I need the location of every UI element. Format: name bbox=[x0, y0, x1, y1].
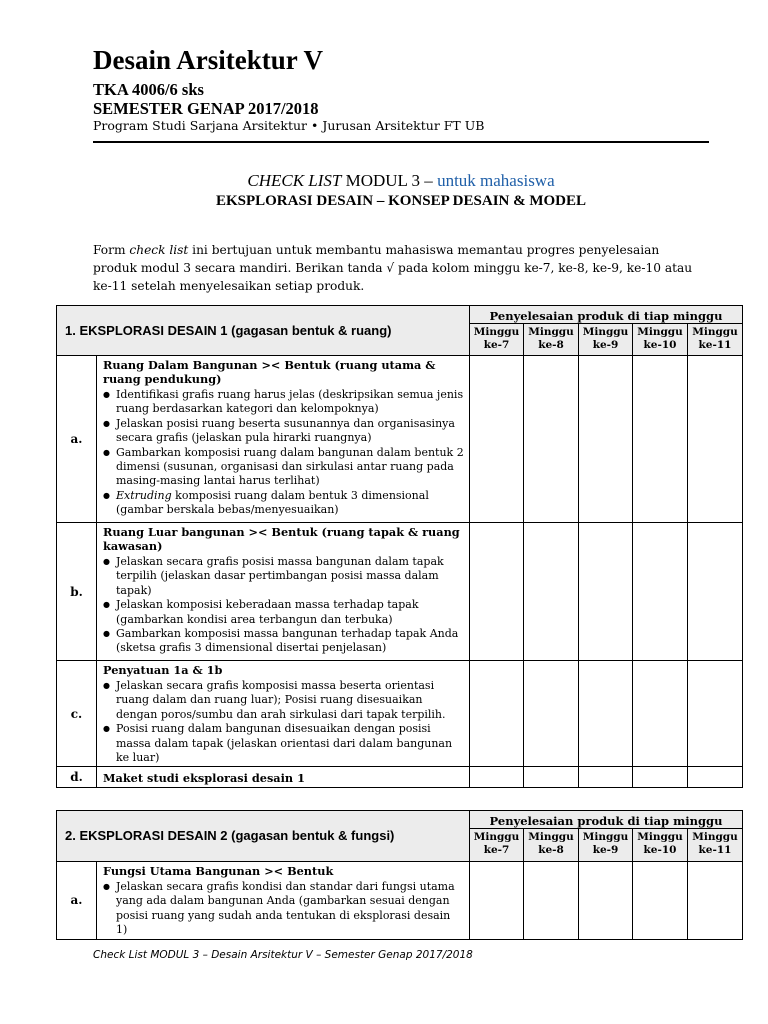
checkbox-week-10[interactable] bbox=[633, 767, 688, 788]
course-title: Desain Arsitektur V bbox=[93, 45, 324, 75]
checkbox-week-8[interactable] bbox=[524, 356, 579, 523]
checkbox-week-9[interactable] bbox=[579, 523, 633, 661]
page-footer: Check List MODUL 3 – Desain Arsitektur V – Semester Genap 2017/2018 bbox=[93, 949, 473, 961]
section2-weeks-header: Penyelesaian produk di tiap minggu bbox=[470, 811, 743, 829]
row-title: Maket studi eksplorasi desain 1 bbox=[103, 770, 305, 785]
week-header-7: Minggu ke-7 bbox=[470, 829, 524, 862]
list-item: ● Posisi ruang dalam bangunan disesuaikan dengan posisi massa dalam tapak (jelaskan orientasi dari dalam bangunan ke luar) bbox=[103, 722, 465, 765]
list-item: ● Gambarkan komposisi ruang dalam bangunan dalam bentuk 2 dimensi (susunan, organisasi dan sirkulasi antar ruang pada masing-masing lantai harus terlihat) bbox=[103, 446, 465, 489]
intro-t2: check list bbox=[129, 243, 189, 257]
list-item: ● Jelaskan komposisi keberadaan massa terhadap tapak (gambarkan kondisi area terbangun dan terbuka) bbox=[103, 598, 465, 627]
checkbox-week-7[interactable] bbox=[470, 523, 524, 661]
table-row bbox=[57, 767, 743, 788]
header-rule bbox=[93, 141, 709, 143]
checkbox-week-11[interactable] bbox=[688, 661, 743, 767]
title-audience: untuk mahasiswa bbox=[437, 171, 555, 190]
section1-weeks-header: Penyelesaian produk di tiap minggu bbox=[470, 306, 743, 324]
checkbox-week-8[interactable] bbox=[524, 767, 579, 788]
checkbox-week-8[interactable] bbox=[524, 862, 579, 940]
course-code: TKA 4006/6 sks bbox=[93, 80, 204, 99]
section1-title: 1. EKSPLORASI DESAIN 1 (gagasan bentuk & ruang) bbox=[57, 306, 470, 356]
week-header-10: Minggu ke-10 bbox=[633, 829, 688, 862]
checkbox-week-9[interactable] bbox=[579, 356, 633, 523]
row-letter: a. bbox=[57, 862, 97, 940]
list-item: ● Extruding komposisi ruang dalam bentuk 3 dimensional (gambar berskala bebas/menyesuaikan) bbox=[103, 489, 465, 518]
checkbox-week-7[interactable] bbox=[470, 862, 524, 940]
intro-paragraph bbox=[93, 241, 713, 295]
row-letter: d. bbox=[57, 767, 97, 788]
checkbox-week-11[interactable] bbox=[688, 356, 743, 523]
checkbox-week-11[interactable] bbox=[688, 862, 743, 940]
checkbox-week-9[interactable] bbox=[579, 767, 633, 788]
checkbox-week-11[interactable] bbox=[688, 523, 743, 661]
row-title: Penyatuan 1a & 1b bbox=[103, 663, 223, 677]
list-item: ● Jelaskan secara grafis komposisi massa beserta orientasi ruang dalam dan ruang luar); Posisi ruang disesuaikan dengan poros/sumbu dan arah sirkulasi dari tapak terpilih. bbox=[103, 679, 465, 722]
intro-t3: ini bertujuan untuk membantu mahasiswa memantau progres penyelesaian bbox=[188, 243, 660, 257]
week-header-11: Minggu ke-11 bbox=[688, 829, 743, 862]
section2-title: 2. EKSPLORASI DESAIN 2 (gagasan bentuk & fungsi) bbox=[57, 811, 470, 862]
table-row bbox=[57, 523, 743, 661]
week-header-10: Minggu ke-10 bbox=[633, 324, 688, 356]
list-item: ● Identifikasi grafis ruang harus jelas (deskripsikan semua jenis ruang berdasarkan kategori dan kelompoknya) bbox=[103, 388, 465, 417]
checkbox-week-7[interactable] bbox=[470, 661, 524, 767]
program-line: Program Studi Sarjana Arsitektur • Jurusan Arsitektur FT UB bbox=[93, 118, 485, 133]
row-content bbox=[97, 356, 470, 523]
list-item: ● Jelaskan secara grafis posisi massa bangunan dalam tapak terpilih (jelaskan dasar pertimbangan posisi massa dalam tapak) bbox=[103, 555, 465, 598]
checkbox-week-9[interactable] bbox=[579, 661, 633, 767]
checkbox-week-10[interactable] bbox=[633, 862, 688, 940]
checklist-subtitle: EKSPLORASI DESAIN – KONSEP DESAIN & MODEL bbox=[215, 193, 587, 209]
title-modul: MODUL 3 – bbox=[345, 171, 433, 190]
row-content bbox=[97, 767, 470, 788]
row-content bbox=[97, 523, 470, 661]
row-content bbox=[97, 661, 470, 767]
checkbox-week-10[interactable] bbox=[633, 523, 688, 661]
intro-line3: ke-11 setelah menyelesaikan setiap produk. bbox=[93, 279, 365, 293]
checkbox-week-8[interactable] bbox=[524, 661, 579, 767]
section1-table bbox=[56, 305, 743, 788]
section2-table bbox=[56, 810, 743, 940]
week-header-7: Minggu ke-7 bbox=[470, 324, 524, 356]
list-item: ● Jelaskan posisi ruang beserta susunannya dan organisasinya secara grafis (jelaskan pula hirarki ruangnya) bbox=[103, 417, 465, 446]
row-content bbox=[97, 862, 470, 940]
title-checklist: CHECK LIST bbox=[247, 171, 342, 190]
checkbox-week-7[interactable] bbox=[470, 356, 524, 523]
list-item: ● Gambarkan komposisi massa bangunan terhadap tapak Anda (sketsa grafis 3 dimensional disertai penjelasan) bbox=[103, 627, 465, 656]
checkbox-week-10[interactable] bbox=[633, 661, 688, 767]
row-title: Fungsi Utama Bangunan >< Bentuk bbox=[103, 864, 334, 878]
row-title: Ruang Luar bangunan >< Bentuk (ruang tapak & ruang kawasan) bbox=[103, 525, 460, 553]
checkbox-week-7[interactable] bbox=[470, 767, 524, 788]
intro-t1: Form bbox=[93, 243, 130, 257]
table-row bbox=[57, 356, 743, 523]
checklist-title bbox=[93, 171, 709, 191]
week-header-8: Minggu ke-8 bbox=[524, 829, 579, 862]
table-row bbox=[57, 862, 743, 940]
checkbox-week-11[interactable] bbox=[688, 767, 743, 788]
semester: SEMESTER GENAP 2017/2018 bbox=[93, 99, 319, 118]
week-header-9: Minggu ke-9 bbox=[579, 829, 633, 862]
table-row bbox=[57, 661, 743, 767]
week-header-8: Minggu ke-8 bbox=[524, 324, 579, 356]
checkbox-week-8[interactable] bbox=[524, 523, 579, 661]
row-letter: a. bbox=[57, 356, 97, 523]
week-header-9: Minggu ke-9 bbox=[579, 324, 633, 356]
intro-line2: produk modul 3 secara mandiri. Berikan tanda √ pada kolom minggu ke-7, ke-8, ke-9, ke-10 atau bbox=[93, 261, 693, 275]
row-title: Ruang Dalam Bangunan >< Bentuk (ruang utama & ruang pendukung) bbox=[103, 358, 436, 386]
row-letter: b. bbox=[57, 523, 97, 661]
week-header-11: Minggu ke-11 bbox=[688, 324, 743, 356]
checkbox-week-9[interactable] bbox=[579, 862, 633, 940]
list-item: ● Jelaskan secara grafis kondisi dan standar dari fungsi utama yang ada dalam bangunan Anda (gambarkan sesuai dengan posisi ruang yang sudah anda tentukan di eksplorasi desain 1) bbox=[103, 880, 465, 938]
row-letter: c. bbox=[57, 661, 97, 767]
checkbox-week-10[interactable] bbox=[633, 356, 688, 523]
